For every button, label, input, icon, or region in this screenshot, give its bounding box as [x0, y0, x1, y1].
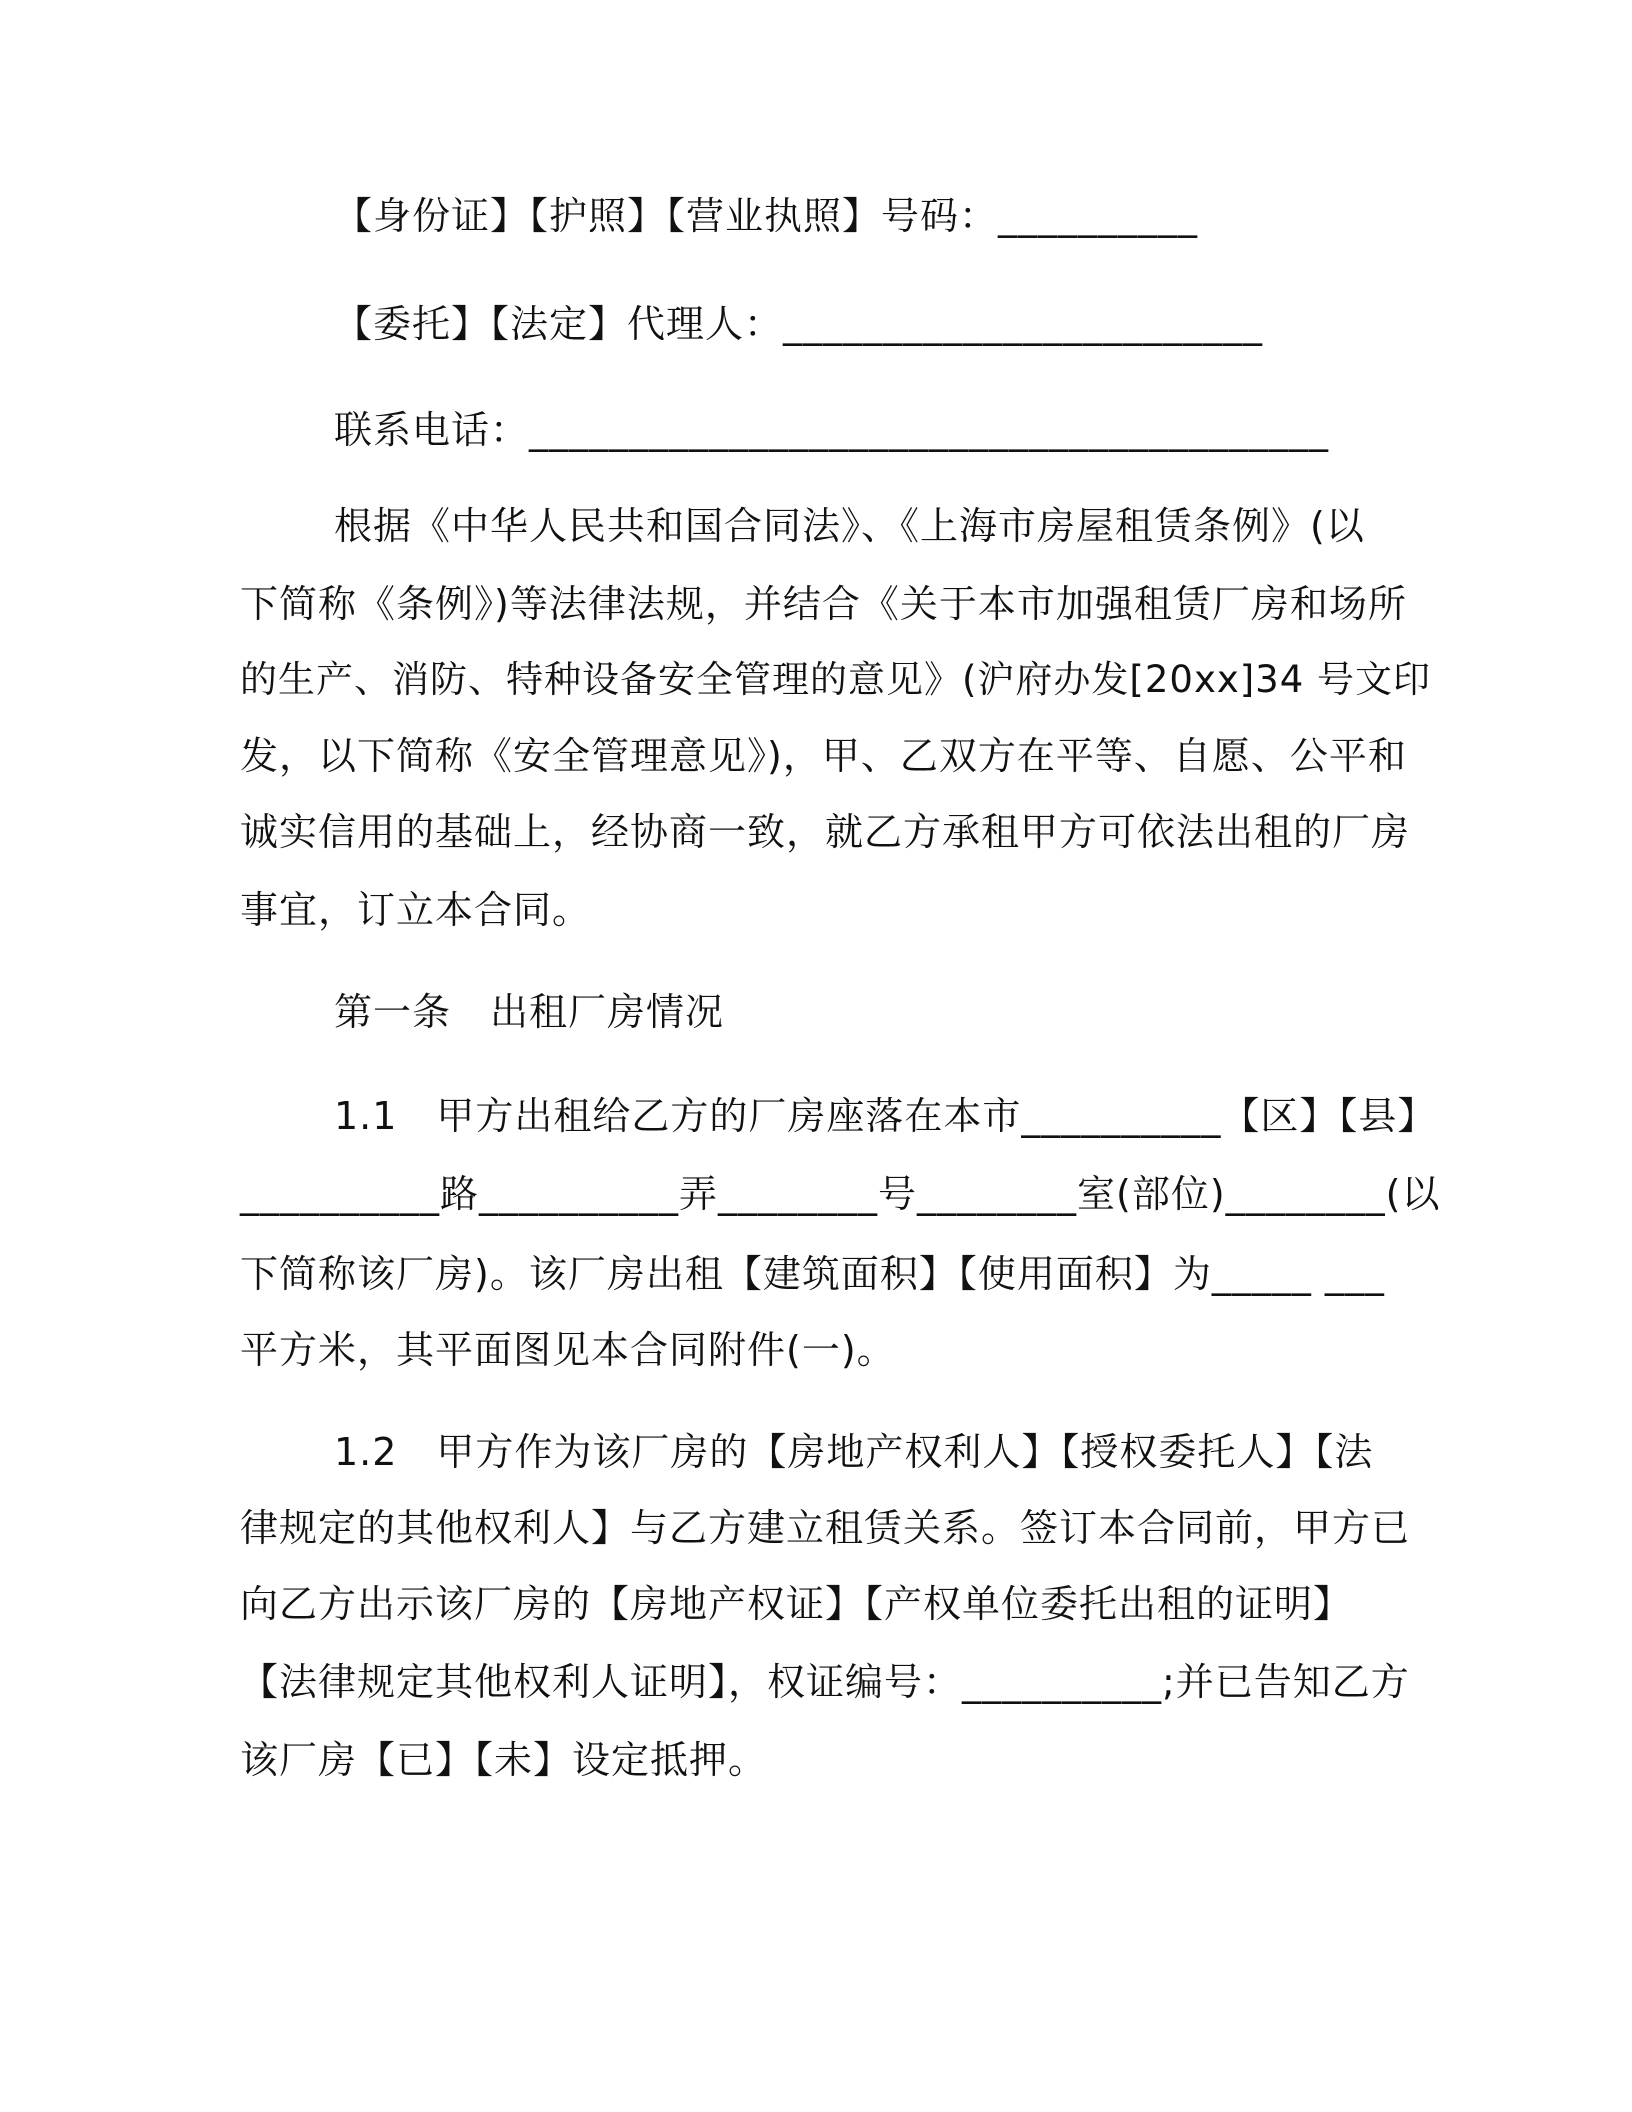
preamble-line-3: 的生产、消防、特种设备安全管理的意见》(沪府办发[20xx]34 号文印 — [240, 658, 1432, 701]
clause-1-2-line-5: 该厂房【已】【未】设定抵押。 — [240, 1738, 768, 1782]
clause-1-2-line-4: 【法律规定其他权利人证明】，权证编号：__________;并已告知乙方 — [240, 1660, 1410, 1704]
clause-1-2-line-3: 向乙方出示该厂房的【房地产权证】【产权单位委托出租的证明】 — [240, 1582, 1353, 1626]
preamble-line-6: 事宜，订立本合同。 — [240, 888, 592, 932]
clause-1-1-line-3: 下简称该厂房)。该厂房出租【建筑面积】【使用面积】为_____ ___ — [240, 1252, 1385, 1296]
preamble-line-1: 根据《中华人民共和国合同法》、《上海市房屋租赁条例》(以 — [334, 504, 1365, 548]
clause-1-1-line-1: 1.1 甲方出租给乙方的厂房座落在本市__________【区】【县】 — [334, 1094, 1437, 1138]
phone-line: 联系电话：________________________________________ — [334, 408, 1330, 452]
clause-1-1-line-2: __________路__________弄________号________室(部位)________(以 — [240, 1172, 1441, 1216]
article-one-heading: 第一条 出租厂房情况 — [334, 990, 725, 1034]
preamble-line-4: 发，以下简称《安全管理意见》)，甲、乙双方在平等、自愿、公平和 — [240, 734, 1407, 778]
agent-line: 【委托】【法定】代理人：________________________ — [334, 302, 1264, 346]
preamble-line-2: 下简称《条例》)等法律法规，并结合《关于本市加强租赁厂房和场所 — [240, 582, 1407, 626]
clause-1-2-line-2: 律规定的其他权利人】与乙方建立租赁关系。签订本合同前，甲方已 — [240, 1506, 1411, 1550]
clause-1-2-line-1: 1.2 甲方作为该厂房的【房地产权利人】【授权委托人】【法 — [334, 1430, 1374, 1474]
preamble-line-5: 诚实信用的基础上，经协商一致，就乙方承租甲方可依法出租的厂房 — [240, 810, 1411, 854]
clause-1-1-line-4: 平方米，其平面图见本合同附件(一)。 — [240, 1328, 896, 1372]
id-number-line: 【身份证】【护照】【营业执照】号码：__________ — [334, 194, 1199, 238]
